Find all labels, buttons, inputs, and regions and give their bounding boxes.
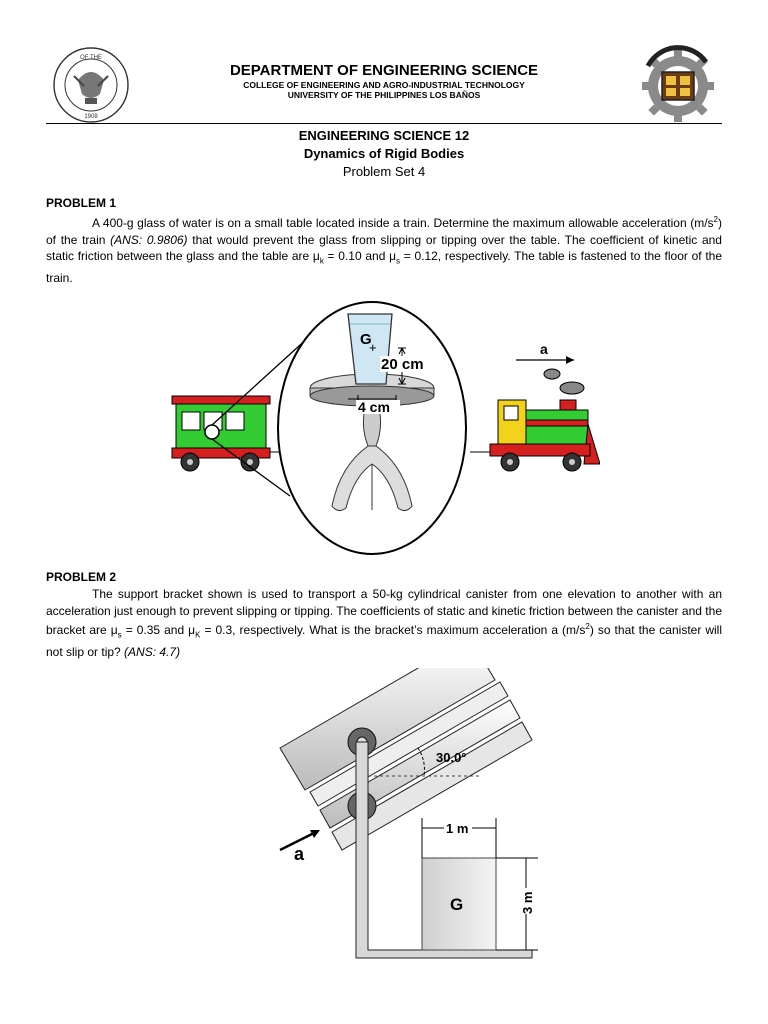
angle-label: 30.0° xyxy=(436,750,467,765)
problem-2-label: PROBLEM 2 xyxy=(46,570,117,584)
college-name: COLLEGE OF ENGINEERING AND AGRO-INDUSTRIAL TECHNOLOGY xyxy=(243,80,525,90)
problem-set-title: Problem Set 4 xyxy=(342,164,426,179)
incline-accel-label: a xyxy=(294,844,305,864)
department-title: DEPARTMENT OF ENGINEERING SCIENCE xyxy=(229,62,539,79)
height-3m-label: 3 m xyxy=(520,891,535,914)
width-4cm-label: 4 cm xyxy=(358,399,390,415)
glass-g-label: G xyxy=(360,331,372,348)
problem-2-answer: (ANS: 4.7) xyxy=(124,644,181,659)
svg-text:1908: 1908 xyxy=(84,114,98,120)
locomotive xyxy=(470,369,600,471)
university-name: UNIVERSITY OF THE PHILIPPINES LOS BAÑOS xyxy=(287,90,481,100)
problem-1-label: PROBLEM 1 xyxy=(46,196,117,210)
problem-1-text: A 400-g glass of water is on a small table located inside a train. Determine the maximum allowable acceleration $(m/s^2)$ of the train (ANS: 0.9806) that would prevent the glass from slipping or tipping over the table. The coefficient of kinetic and static friction between the glass and the table are $\mu_k = 0.10$ and $\mu_s = 0.12$, respectively. The table is fastened to the floor of the train. xyxy=(46,215,723,285)
svg-text:+: + xyxy=(369,340,377,355)
passenger-car xyxy=(172,396,280,471)
svg-text:OF THE: OF THE xyxy=(80,55,102,61)
problem-1-answer: (ANS: 0.9806) xyxy=(110,232,188,247)
problem-2-text: The support bracket shown is used to transport a 50-kg cylindrical canister from one elevation to another with an acceleration just enough to prevent slipping or tipping. The coefficients of static and kinetic friction between the canister and the bracket are $\mu_s = 0.35$ and $\mu_K = 0.3$, respectively. What is the bracket’s maximum acceleration a $(m/s^2)$ so that the canister will not slip or tip? (ANS: 4.7) xyxy=(46,587,723,659)
accel-a-label: a xyxy=(540,341,548,357)
train-table-figure xyxy=(160,296,600,556)
bracket-figure xyxy=(270,668,570,968)
course-name: Dynamics of Rigid Bodies xyxy=(303,146,465,161)
inclined-rails xyxy=(280,668,532,850)
width-1m-label: 1 m xyxy=(446,821,469,836)
height-20cm-label: 20 cm xyxy=(381,356,424,373)
header-divider xyxy=(46,123,722,124)
course-code: ENGINEERING SCIENCE 12 xyxy=(298,128,470,143)
canister-g-label: G xyxy=(450,895,464,914)
